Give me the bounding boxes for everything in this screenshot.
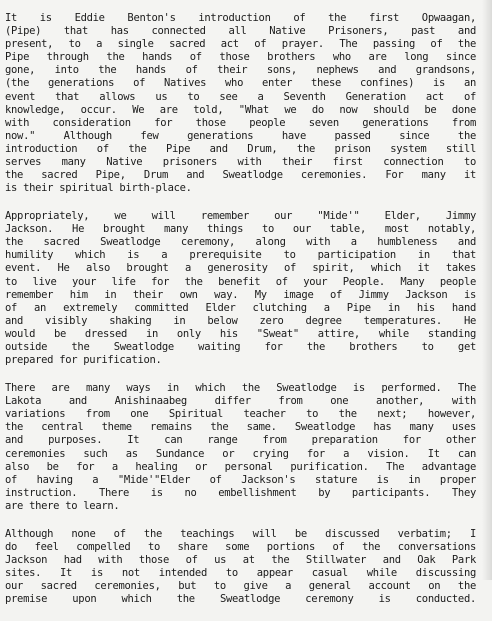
text-line: outside the Sweatlodge waiting for the brothers to get [5,341,476,354]
text-line: Jackson. He brought many things to our table, most notably, [5,223,476,236]
text-line: Although none of the teachings will be discussed verbatim; I [5,527,476,540]
text-line: also be for a healing or personal purification. The advantage [5,460,476,473]
text-line: remember him in their own way. My image of Jimmy Jackson is [5,288,476,301]
text-line: Jackson had with those of us at the Stillwater and Oak Park [5,553,476,566]
text-line: There are many ways in which the Sweatlodge is performed. The [5,382,476,395]
text-line: our sacred ceremonies, but to give a general account on the [5,580,476,593]
text-line: (the generations of Natives who enter these confines) is an [5,77,476,90]
text-line: of an extremely committed Elder clutching a Pipe in his hand [5,301,476,314]
text-line: premise upon which the Sweatlodge ceremony is conducted. [5,593,476,606]
text-line: Lakota and Anishinaabeg differ from one another, with [5,395,476,408]
text-line: Pipe through the hands of those brothers who are long since [5,51,476,64]
text-line: instruction. There is no embellishment by participants. They [5,486,476,499]
text-line: variations from one Spiritual teacher to the next; however, [5,408,476,421]
document-body [0,12,492,621]
text-line: knowledge, occur. We are told, "What we do now should be done [5,103,476,116]
text-line: ceremonies such as Sundance or crying for a vision. It can [5,447,476,460]
text-line: the sacred Pipe, Drum and Sweatlodge ceremonies. For many it [5,169,476,182]
text-line: gone, into the hands of their sons, nephews and grandsons, [5,64,476,77]
text-line: are there to learn. [5,499,120,512]
text-line: with consideration for those people seven generations from [5,116,476,129]
text-line: (Pipe) that has connected all Native Prisoners, past and [5,25,476,38]
text-line: and purposes. It can range from preparation for other [5,434,476,447]
scan-edge-shadow [482,0,492,580]
text-line: sites. It is not intended to appear casual while discussing [5,567,476,580]
text-line: now." Although few generations have passed since the [5,129,476,142]
text-line: would be dressed in only his "Sweat" attire, while standing [5,327,476,340]
text-line: present, to a single sacred act of prayer. The passing of the [5,38,476,51]
text-line: Appropriately, we will remember our "Mide'" Elder, Jimmy [5,210,476,223]
text-line: the central theme remains the same. Sweatlodge has many uses [5,421,476,434]
text-line: humility which is a prerequisite to participation in that [5,249,476,262]
text-line: serves many Native prisoners with their first connection to [5,156,476,169]
text-line: to live your life for the benefit of your People. Many people [5,275,476,288]
paragraph-pipe-introduction [0,12,492,195]
text-line: event. He also brought a generosity of spirit, which it takes [5,262,476,275]
text-line: It is Eddie Benton's introduction of the first Opwaagan, [5,12,476,24]
paragraph-sweatlodge-ways [0,382,492,513]
text-line: introduction of the Pipe and Drum, the prison system still [5,142,476,155]
text-line: prepared for purification. [5,354,162,367]
text-line: of having a "Mide'"Elder of Jackson's stature is in proper [5,473,476,486]
text-line: the sacred Sweatlodge ceremony, along with a humbleness and [5,236,476,249]
text-line: do feel compelled to share some portions of the conversations [5,540,476,553]
text-line: and visibly shaking in below zero degree temperatures. He [5,314,476,327]
text-line: is their spiritual birth-place. [5,182,192,195]
text-line: event that allows us to see a Seventh Generation act of [5,90,476,103]
paragraph-teachings [0,528,492,607]
paragraph-jimmy-jackson [0,210,492,367]
